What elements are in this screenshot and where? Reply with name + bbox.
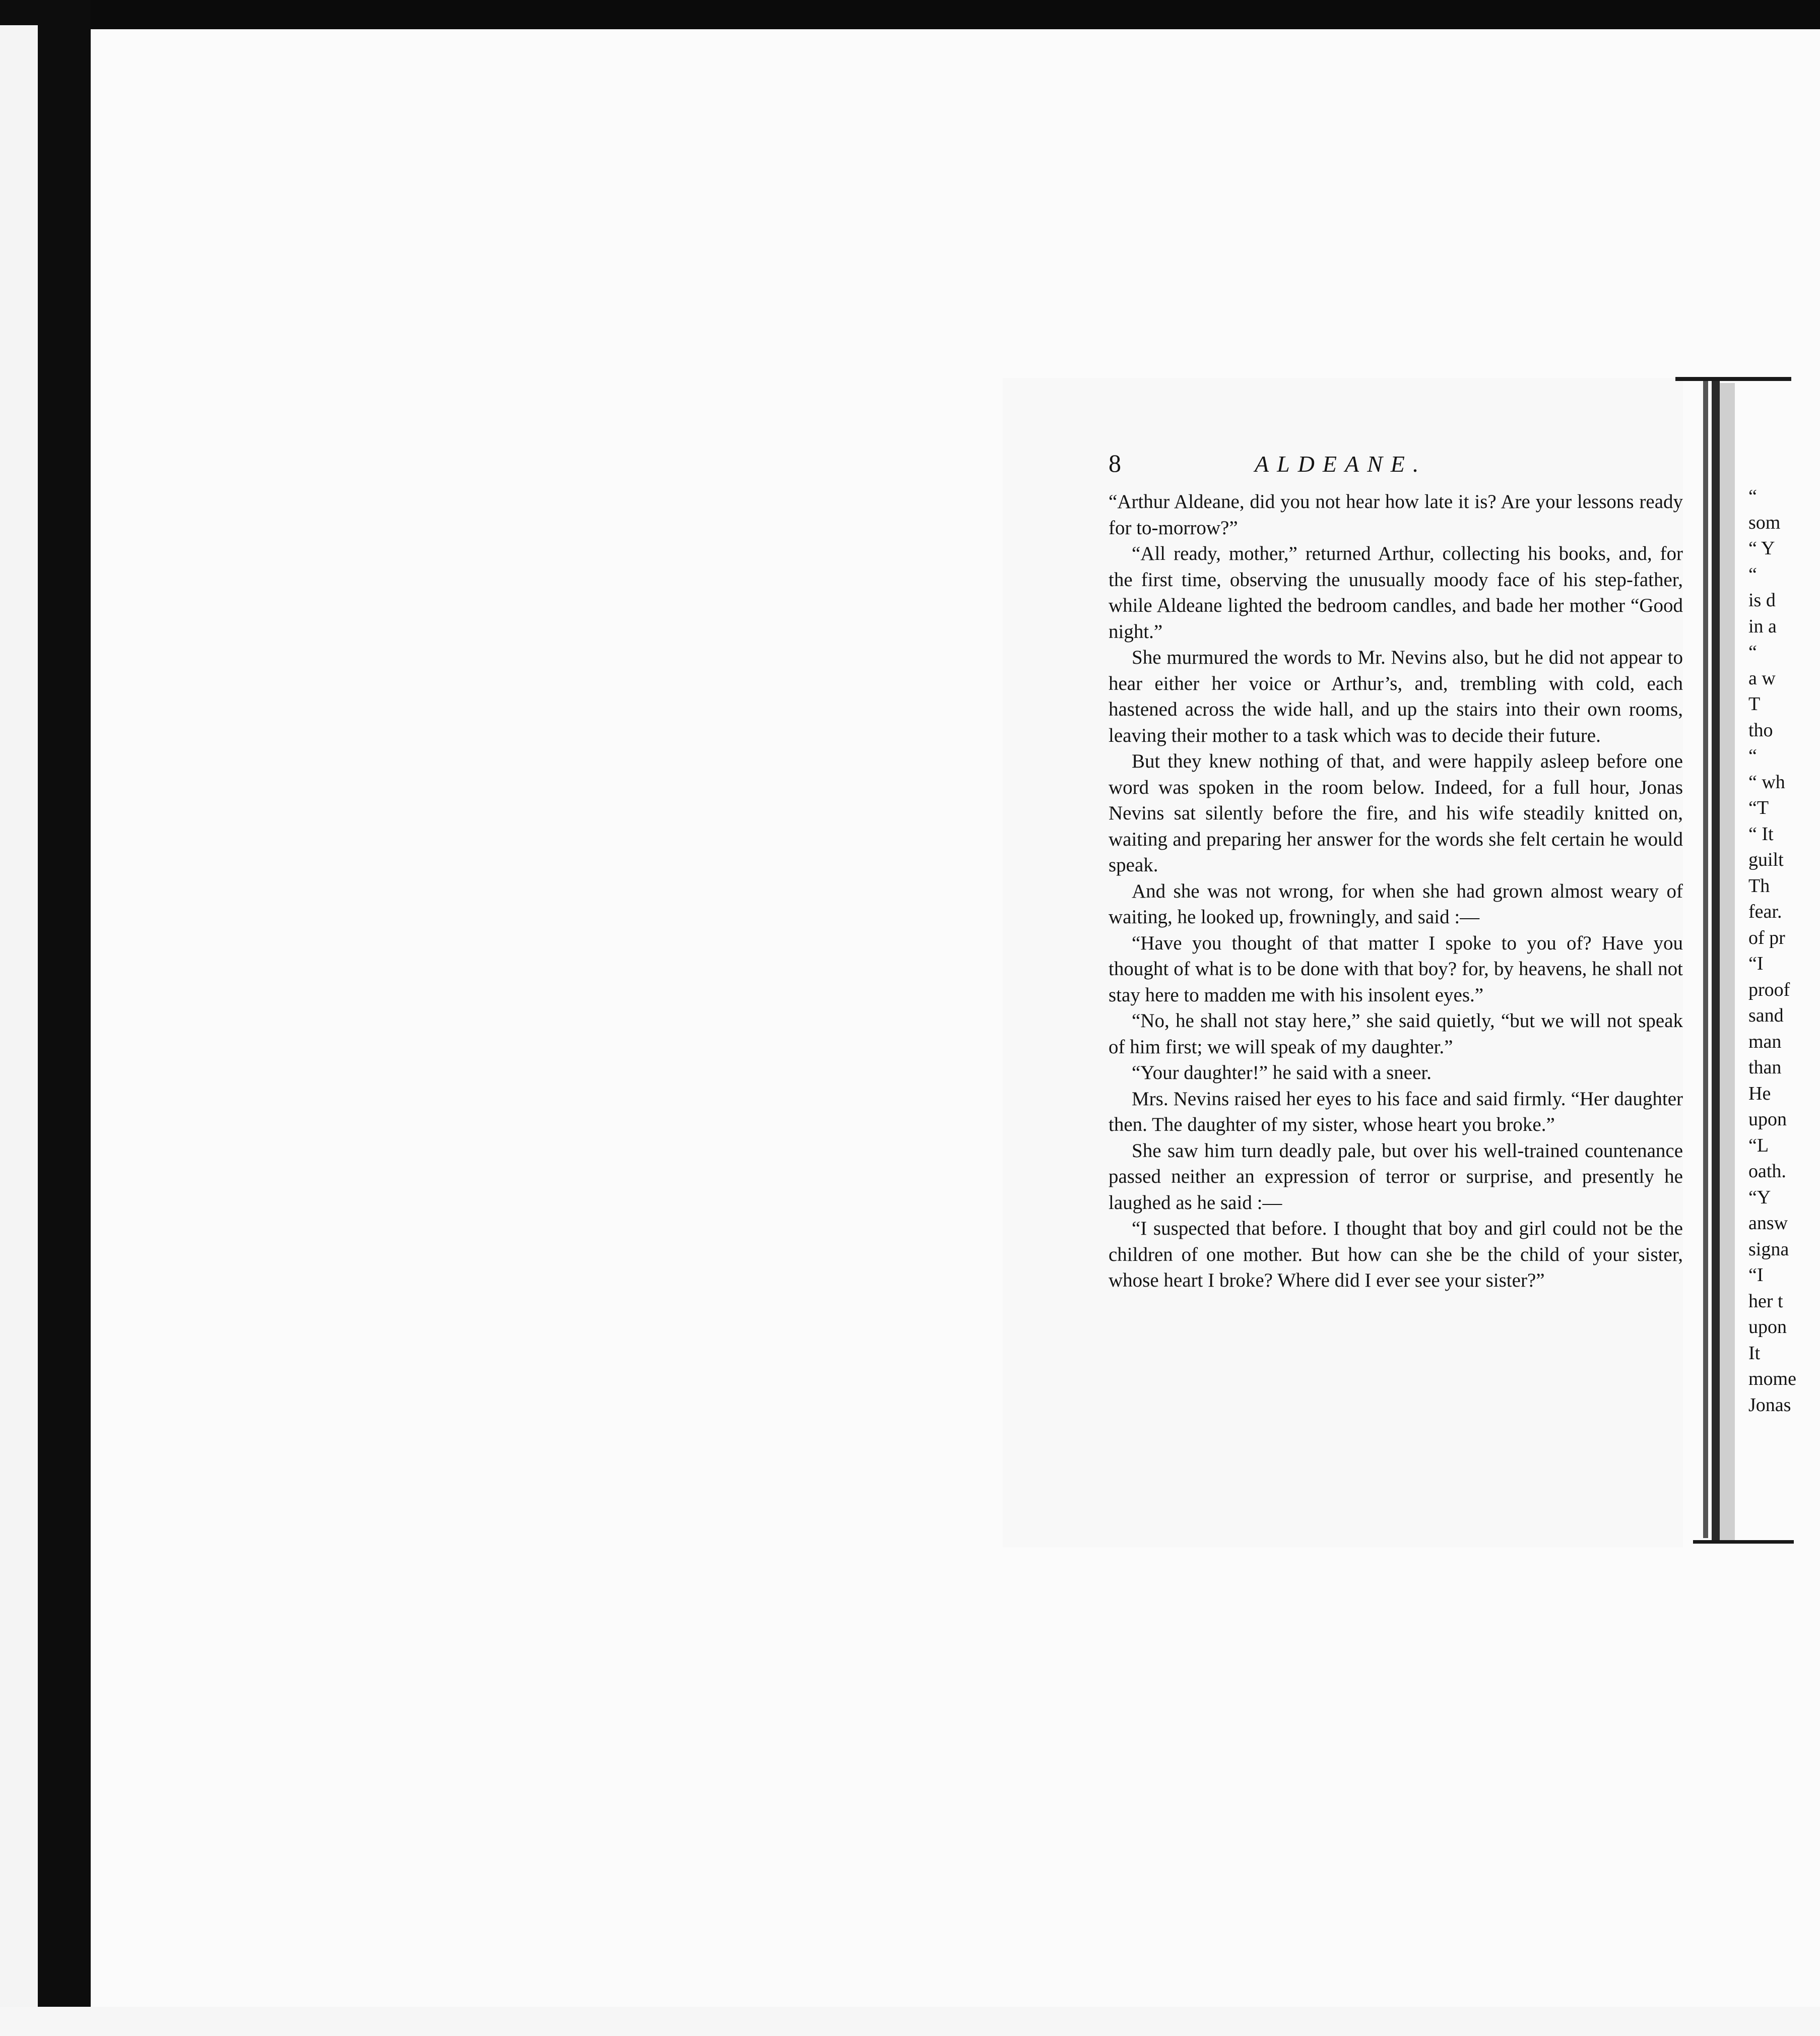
scan-frame-bottom — [0, 2007, 1820, 2036]
next-page-line: guilt — [1748, 849, 1784, 870]
next-page-line: “T — [1748, 797, 1769, 818]
next-page-line: “ — [1748, 486, 1757, 507]
paragraph: “Your daughter!” he said with a sneer. — [1132, 1062, 1432, 1084]
next-page-line: He — [1748, 1083, 1771, 1104]
next-page-line: is d — [1748, 590, 1776, 611]
next-page-line: “ Y — [1748, 538, 1775, 559]
paragraph: But they knew nothing of that, and were happily asleep before one word was spoken in the room below. Indeed, for a full hour, Jonas Nevins sat silently before the fire, and his wife steadily knitted on, waiting and preparing her answer for the words she felt certain he would speak. — [1109, 750, 1683, 876]
next-page-line: tho — [1748, 719, 1773, 741]
next-page-line: T — [1748, 693, 1761, 715]
next-page-line: “ — [1748, 563, 1757, 585]
next-page-line: “Y — [1748, 1186, 1771, 1208]
paragraph: Mrs. Nevins raised her eyes to his face and said firmly. “Her daughter then. The daughter of my sister, whose heart you broke.” — [1109, 1088, 1683, 1135]
next-page-line: “ — [1748, 745, 1757, 767]
paragraph: “I suspected that before. I thought that boy and girl could not be the children of one mother. But how can she be the child of your sister, whose heart I broke? Where did I ever see your sister?” — [1109, 1218, 1683, 1291]
scan-frame-top — [0, 0, 1820, 29]
next-page-line: It — [1748, 1342, 1761, 1364]
binding-bottom-rule — [1693, 1540, 1794, 1544]
paragraph: “Have you thought of that matter I spoke to you of? Have you thought of what is to be done with that boy? for, by heavens, he shall not stay here to madden me with his insolent eyes.” — [1109, 932, 1683, 1006]
next-page-fragment — [1748, 484, 1820, 1418]
next-page-line: Th — [1748, 875, 1770, 897]
paragraph: She murmured the words to Mr. Nevins also, but he did not appear to hear either her voice or Arthur’s, and, trembling with cold, each hastened across the wide hall, and up the stairs into their own rooms, leaving their mother to a task which was to decide their future. — [1109, 647, 1683, 746]
paragraph: “No, he shall not stay here,” she said quietly, “but we will not speak of him first; we will speak of my daughter.” — [1109, 1010, 1683, 1058]
paragraph: She saw him turn deadly pale, but over his well-trained countenance passed neither an expression of terror or surprise, and presently he laughed as he said :— — [1109, 1139, 1683, 1214]
next-page-line: signa — [1748, 1238, 1789, 1260]
next-page-line: oath. — [1748, 1161, 1786, 1182]
binding-shadow — [1703, 379, 1708, 1538]
next-page-line: Jonas — [1748, 1394, 1791, 1416]
next-page-line: man — [1748, 1031, 1782, 1052]
next-page-line: mome — [1748, 1368, 1796, 1389]
next-page-line: “I — [1748, 953, 1764, 974]
next-page-line: upon — [1748, 1109, 1787, 1130]
binding-edge — [1712, 379, 1720, 1542]
next-page-line: som — [1748, 512, 1781, 533]
next-page-line: proof — [1748, 979, 1790, 1000]
page-body — [1109, 489, 1683, 1294]
next-page-line: a w — [1748, 667, 1776, 689]
next-page-line: “ wh — [1748, 771, 1785, 793]
next-page-line: “L — [1748, 1134, 1769, 1156]
next-page-line: her t — [1748, 1290, 1783, 1312]
next-page-line: answ — [1748, 1213, 1788, 1234]
paragraph: “All ready, mother,” returned Arthur, collecting his books, and, for the first time, observing the unusually moody face of his step-father, while Aldeane lighted the bedroom candles, and bade her mother “Good night.” — [1109, 543, 1683, 643]
page-header — [1109, 449, 1683, 489]
book-page — [1109, 449, 1683, 1294]
next-page-line: sand — [1748, 1005, 1784, 1026]
next-page-line: of pr — [1748, 927, 1785, 948]
binding-gutter — [1720, 383, 1735, 1540]
next-page-line: upon — [1748, 1316, 1787, 1338]
next-page-line: “ It — [1748, 823, 1774, 845]
scan-frame-left-sliver — [0, 25, 38, 2036]
paragraph: And she was not wrong, for when she had grown almost weary of waiting, he looked up, frowningly, and said :— — [1109, 880, 1683, 928]
next-page-line: fear. — [1748, 901, 1782, 922]
next-page-line: than — [1748, 1057, 1782, 1078]
next-page-line: in a — [1748, 615, 1777, 637]
next-page-line: “I — [1748, 1264, 1764, 1286]
binding-top-rule — [1675, 377, 1791, 381]
running-head: ALDEANE. — [1255, 451, 1427, 477]
next-page-line: “ — [1748, 642, 1757, 663]
page-number: 8 — [1109, 449, 1121, 477]
paragraph: “Arthur Aldeane, did you not hear how late it is? Are your lessons ready for to-morrow?” — [1109, 491, 1683, 539]
